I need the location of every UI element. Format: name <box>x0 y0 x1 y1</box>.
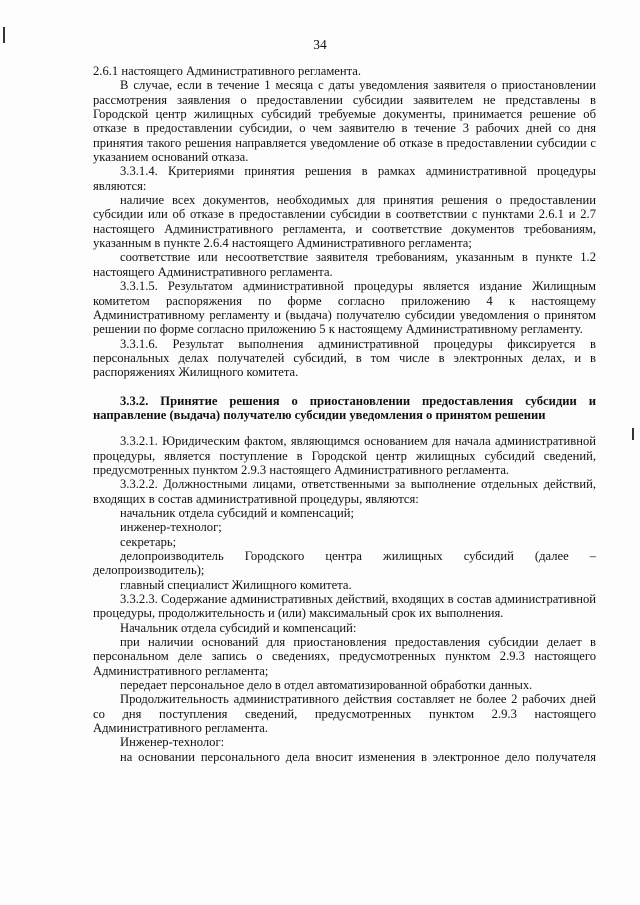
paragraph-3-3-2-3-actions: 3.3.2.3. Содержание административных действий, входящих в состав административной процедуры, продолжительность и (или) максимальный срок их выполнения. <box>93 592 596 621</box>
paragraph-3-3-2-1-legal-fact: 3.3.2.1. Юридическим фактом, являющимся основанием для начала административной процедуры, является поступление в Городской центр жилищных субсидий сведений, предусмотренных пунктом 2.9.3 настоящего Административного регламента. <box>93 434 596 477</box>
paragraph-3-3-1-6-recording: 3.3.1.6. Результат выполнения административной процедуры фиксируется в персональных делах получателей субсидий, в том числе в электронных делах, и в распоряжениях Жилищного комитета. <box>93 336 596 380</box>
list-item-secretary: секретарь; <box>120 534 177 549</box>
list-item-department-head: начальник отдела субсидий и компенсаций; <box>120 505 354 520</box>
paragraph-3-3-2-2-officials: 3.3.2.2. Должностными лицами, ответственными за выполнение отдельных действий, входящих в состав административной процедуры, являются: <box>93 477 596 506</box>
paragraph-record-entry: при наличии оснований для приостановления предоставления субсидии делает в персональном деле запись о сведениях, предусмотренных пунктом 2.9.3 настоящего Административного регламента; <box>93 635 596 678</box>
page-number: 34 <box>313 37 327 52</box>
section-spacer <box>93 422 596 434</box>
paragraph-3-3-1-4-criteria: 3.3.1.4. Критериями принятия решения в рамках административной процедуры являются: <box>93 164 596 193</box>
scan-artifact-right <box>632 428 634 440</box>
paragraph-criteria-applicant: соответствие или несоответствие заявителя требованиям, указанным в пункте 1.2 настоящего Административного регламента. <box>93 250 596 279</box>
paragraph-department-head-label: Начальник отдела субсидий и компенсаций: <box>120 620 357 635</box>
paragraph-engineer-action: на основании персонального дела вносит изменения в электронное дело получателя <box>120 749 596 764</box>
list-item-chief-specialist: главный специалист Жилищного комитета. <box>120 577 352 592</box>
paragraph-3-3-1-5-result: 3.3.1.5. Результатом административной процедуры является издание Жилищным комитетом распоряжения по форме согласно приложению 4 к настоящему Административному регламенту и (выдача) получателю субсидии уведомления о принятом решении по форме согласно приложению 5 к настоящему Административному регламенту. <box>93 279 596 337</box>
section-spacer <box>93 380 596 394</box>
document-body <box>93 64 596 764</box>
section-heading-3-3-2: 3.3.2. Принятие решения о приостановлении предоставления субсидии и направление (выдача) получателю субсидии уведомления о принятом решении <box>93 393 596 422</box>
paragraph-criteria-documents: наличие всех документов, необходимых для принятия решения о предоставлении субсидии или об отказе в предоставлении субсидии в соответствии с пунктами 2.6.1 и 2.7 настоящего Административного регламента, и соответствие документов требованиям, указанным в пункте 2.6.4 настоящего Административного регламента; <box>93 193 596 251</box>
list-item-engineer: инженер-технолог; <box>120 520 222 535</box>
paragraph-reference-2-6-1: 2.6.1 настоящего Административного регламента. <box>93 64 362 78</box>
list-item-clerk: делопроизводитель Городского центра жилищных субсидий (далее – делопроизводитель); <box>93 549 596 578</box>
paragraph-duration: Продолжительность административного действия составляет не более 2 рабочих дней со дня поступления сведений, предусмотренных пунктом 2.9.3 настоящего Административного регламента. <box>93 692 596 736</box>
paragraph-transfer-file: передает персональное дело в отдел автоматизированной обработки данных. <box>120 678 533 693</box>
paragraph-engineer-label: Инженер-технолог: <box>120 735 225 750</box>
paragraph-suspension-refusal: В случае, если в течение 1 месяца с даты уведомления заявителя о приостановлении рассмотрения заявления о предоставлении субсидии заявителем не представлены в Городской центр жилищных субсидий требуемые документы, принимается решение об отказе в предоставлении субсидии, о чем заявителю в течение 3 рабочих дней со дня принятия такого решения направляется уведомление об отказе в предоставлении субсидии с указанием оснований отказа. <box>93 78 596 165</box>
